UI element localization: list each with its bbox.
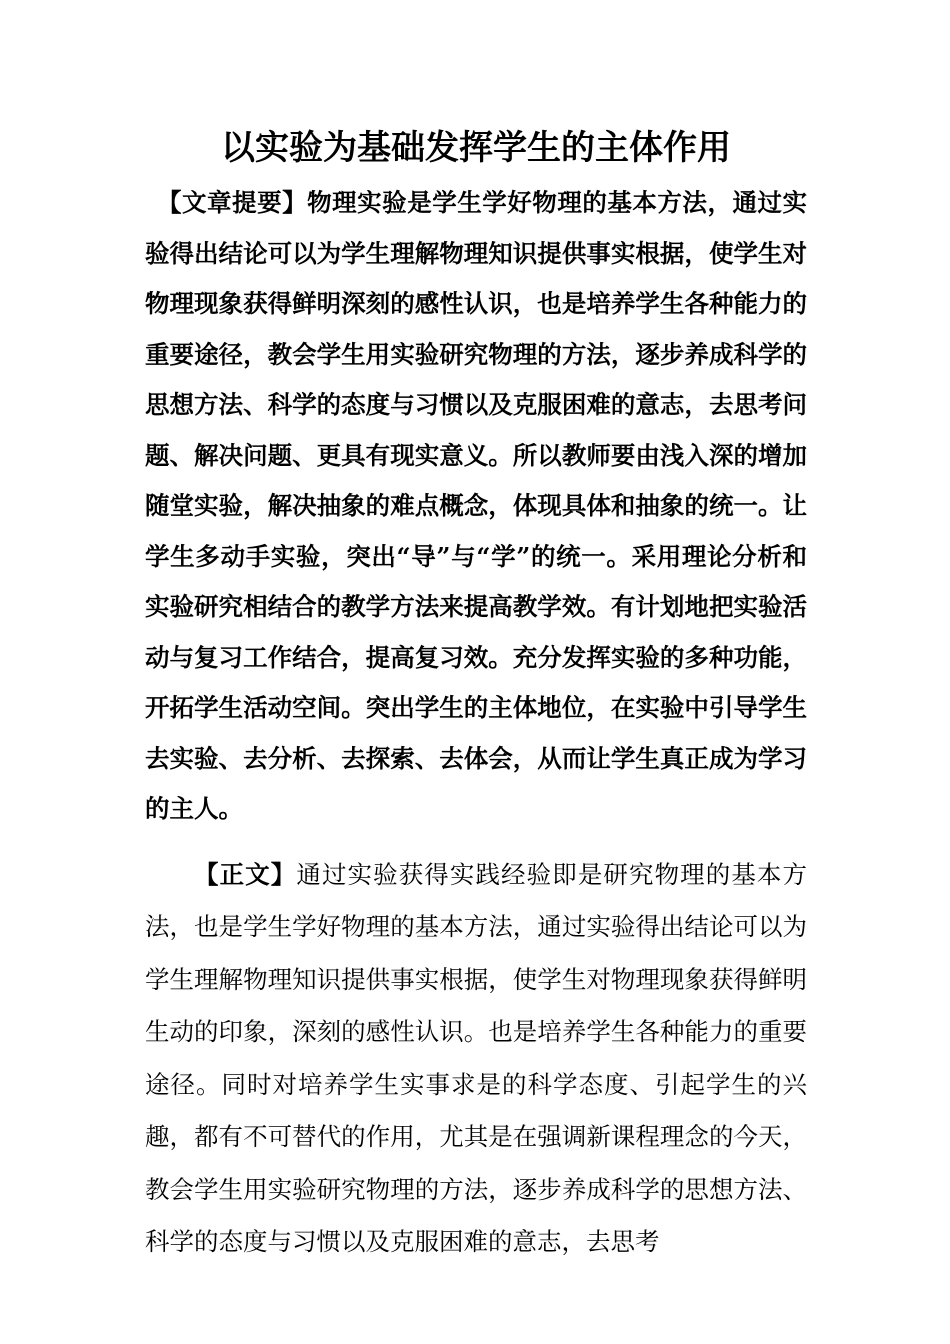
abstract-text: 物理实验是学生学好物理的基本方法，通过实验得出结论可以为学生理解物理知识提供事实根据，使学生对物理现象获得鲜明深刻的感性认识，也是培养学生各种能力的重要途径，教会学生用实验研究物理的方法，逐步养成科学的思想方法、科学的态度与习惯以及克服困难的意志，去思考问题、解决问题、更具有现实意义。所以教师要由浅入深的增加随堂实验，解决抽象的难点概念，体现具体和抽象的统一。让学生多动手实验，突出“导”与“学”的统一。采用理论分析和实验研究相结合的教学方法来提高教学效。有计划地把实验活动与复习工作结合，提高复习效。充分发挥实验的多种功能，开拓学生活动空间。突出学生的主体地位，在实验中引导学生去实验、去分析、去探索、去体会，从而让学生真正成为学习的主人。	[145, 188, 808, 823]
document-title: 以实验为基础发挥学生的主体作用	[221, 128, 731, 168]
body-text: 通过实验获得实践经验即是研究物理的基本方法，也是学生学好物理的基本方法，通过实验得出结论可以为学生理解物理知识提供事实根据，使学生对物理现象获得鲜明生动的印象，深刻的感性认识。也是培养学生各种能力的重要途径。同时对培养学生实事求是的科学态度、引起学生的兴趣，都有不可替代的作用，尤其是在强调新课程理念的今天，教会学生用实验研究物理的方法，逐步养成科学的思想方法、科学的态度与习惯以及克服困难的意志，去思考	[145, 859, 808, 1256]
abstract-label: 【文章提要】	[157, 188, 308, 217]
body-paragraph	[145, 849, 807, 1269]
body-label: 【正文】	[194, 859, 297, 889]
document-page	[145, 120, 807, 1269]
abstract-paragraph	[145, 178, 807, 835]
